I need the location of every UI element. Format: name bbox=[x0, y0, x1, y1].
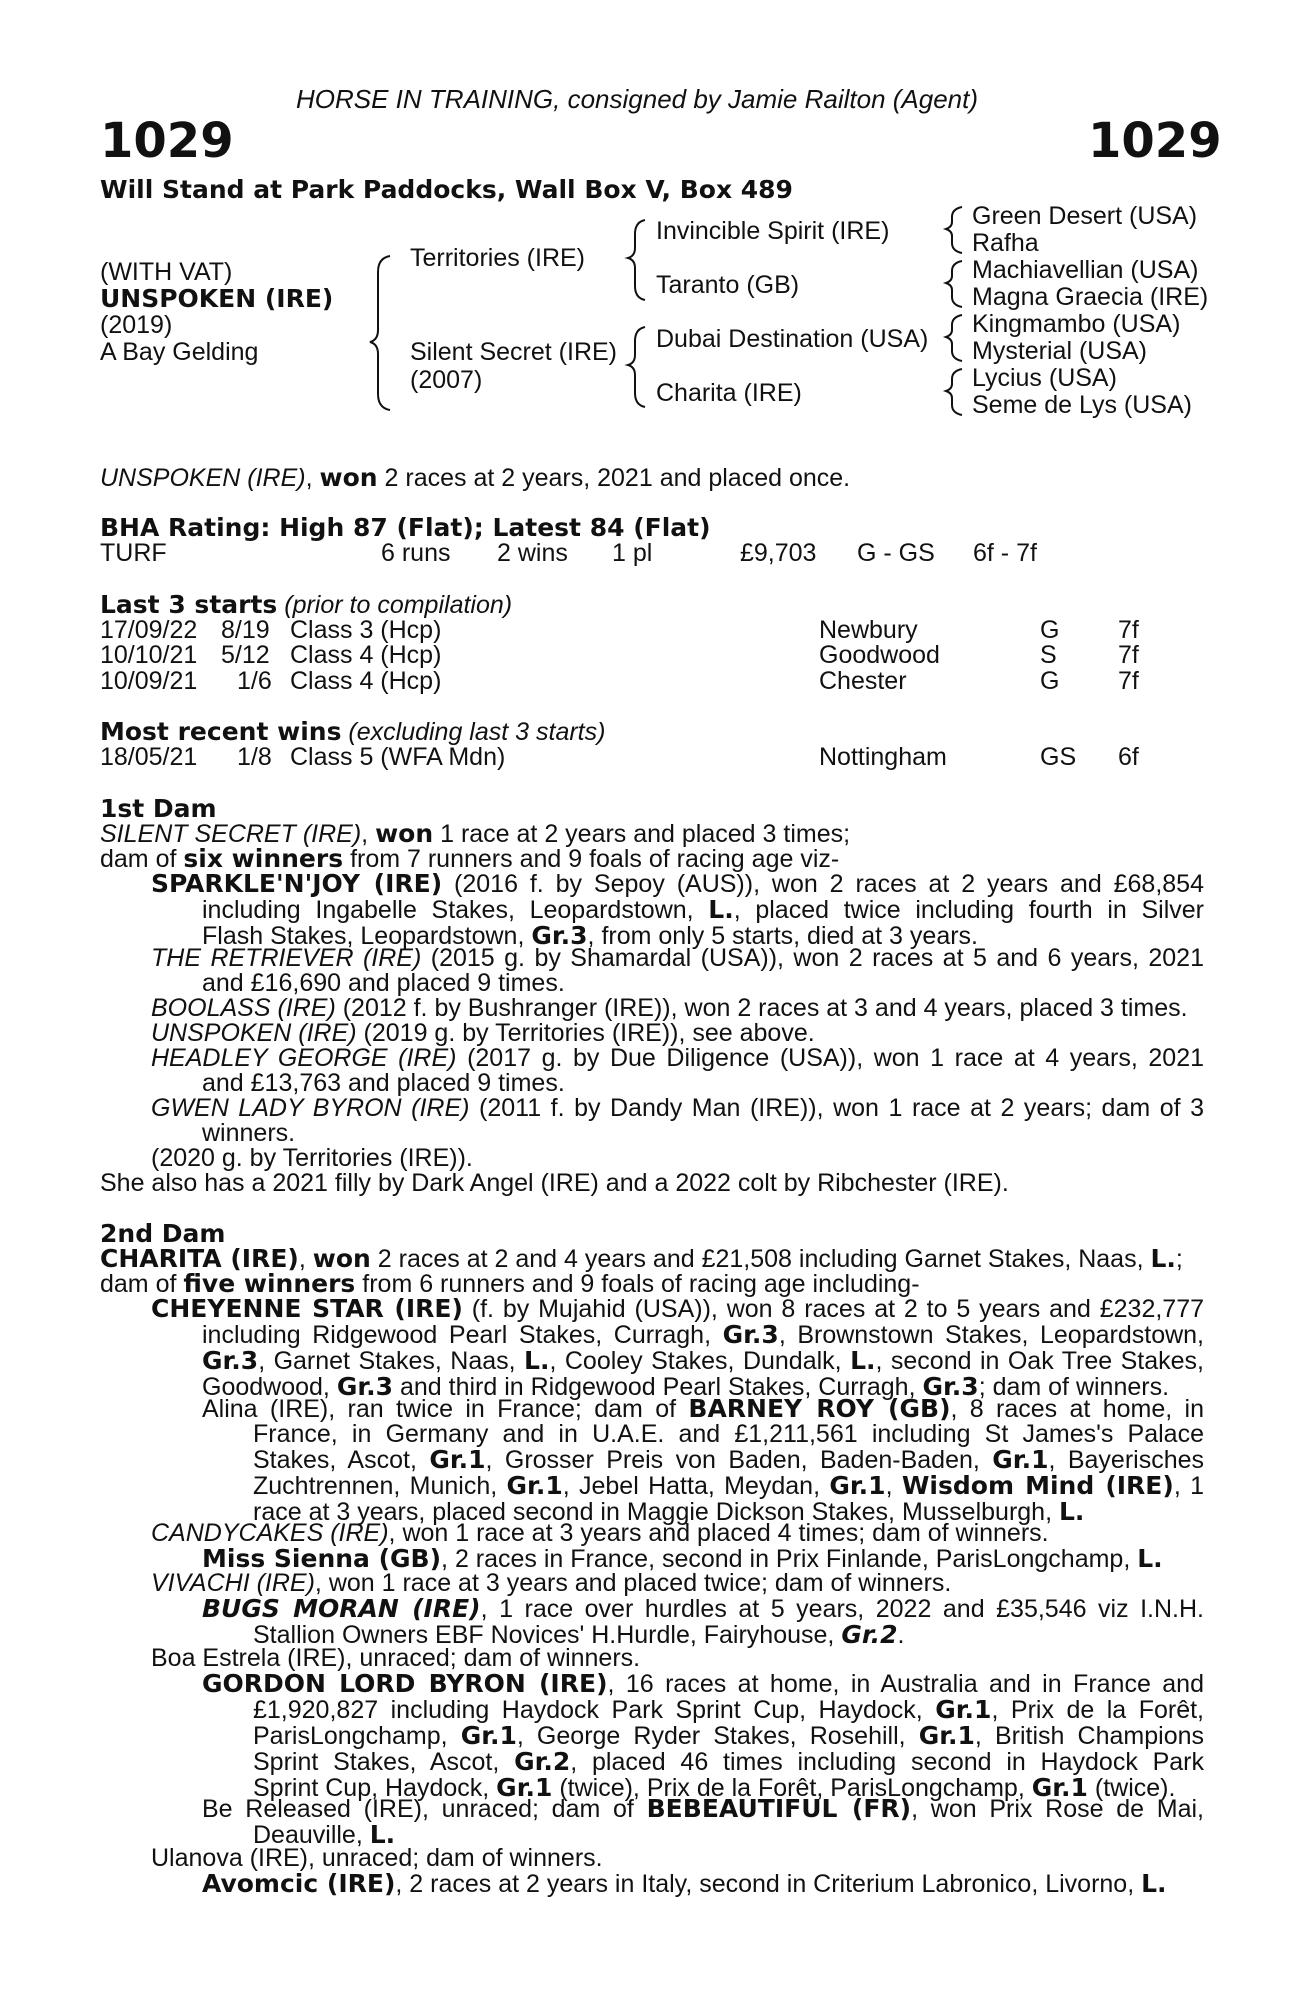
text: winners. bbox=[202, 1119, 296, 1147]
text: , Prix de la Forêt, bbox=[991, 1696, 1204, 1724]
turf-wins: 2 wins bbox=[497, 539, 568, 567]
produce-name: GWEN LADY BYRON (IRE) bbox=[151, 1094, 470, 1122]
text: Alina (IRE), ran twice in France; dam of bbox=[202, 1395, 677, 1423]
text: Deauville, bbox=[253, 1821, 363, 1849]
second-dam-winners: five winners bbox=[183, 1269, 356, 1298]
produce-name: CHEYENNE STAR (IRE) bbox=[151, 1294, 463, 1323]
horse-year: (2019) bbox=[100, 311, 173, 339]
turf-going: G - GS bbox=[857, 539, 935, 567]
second-dam-heading: 2nd Dam bbox=[100, 1219, 226, 1248]
produce-name: CANDYCAKES (IRE) bbox=[151, 1519, 389, 1547]
text: (twice). bbox=[1094, 1774, 1176, 1802]
race-summary: UNSPOKEN (IRE), won 2 races at 2 years, 2021 and placed once. bbox=[100, 463, 851, 492]
pedigree-gen4-8: Seme de Lys (USA) bbox=[972, 391, 1192, 419]
listed-tag: L. bbox=[1150, 1244, 1176, 1273]
text: , Cooley Stakes, Dundalk, bbox=[549, 1347, 842, 1375]
text: (f. by Mujahid (USA)), won 8 races at 2 to 5 years and £232,777 bbox=[471, 1295, 1204, 1323]
produce-unspoken bbox=[151, 1021, 815, 1046]
text: Be Released (IRE), unraced; dam of bbox=[202, 1795, 634, 1823]
produce-sparkle-n-joy bbox=[151, 871, 1204, 949]
text: France, in Germany and in U.A.E. and £1,211,561 including St James's Palace bbox=[253, 1420, 1204, 1448]
start-going: G bbox=[1040, 667, 1060, 695]
listed-tag: L. bbox=[524, 1346, 550, 1375]
text: , won Prix Rose de Mai, bbox=[911, 1795, 1204, 1823]
start-distance: 7f bbox=[1118, 641, 1139, 669]
win-distance: 6f bbox=[1118, 743, 1139, 771]
produce-name: Wisdom Mind (IRE) bbox=[901, 1471, 1174, 1500]
text: , Bayerisches bbox=[1048, 1446, 1205, 1474]
text: (2019 g. by Territories (IRE)), see above. bbox=[363, 1019, 815, 1047]
pedigree-gen4-3: Machiavellian (USA) bbox=[972, 256, 1199, 284]
group-tag: Gr.3 bbox=[722, 1320, 779, 1349]
produce-be-released bbox=[202, 1796, 1204, 1848]
start-course: Chester bbox=[819, 667, 907, 695]
first-dam-name: SILENT SECRET (IRE) bbox=[100, 820, 362, 848]
listed-tag: L. bbox=[708, 895, 734, 924]
second-dam-won: won bbox=[312, 1244, 371, 1273]
text: (2015 g. by Shamardal (USA)), won 2 races at 5 and 6 years, 2021 bbox=[430, 944, 1204, 972]
horse-name: UNSPOKEN (IRE) bbox=[100, 284, 334, 313]
lot-number-left: 1029 bbox=[100, 113, 234, 169]
horse-description: A Bay Gelding bbox=[100, 338, 259, 366]
win-race: Class 5 (WFA Mdn) bbox=[290, 743, 506, 771]
produce-bugs-moran bbox=[202, 1596, 1204, 1648]
text: , 1 race over hurdles at 5 years, 2022 and £35,546 viz I.N.H. bbox=[480, 1595, 1205, 1623]
bha-rating: BHA Rating: High 87 (Flat); Latest 84 (Flat) bbox=[100, 513, 711, 542]
last-starts-heading bbox=[100, 592, 512, 618]
produce-name: GORDON LORD BYRON (IRE) bbox=[202, 1669, 608, 1698]
produce-name: THE RETRIEVER (IRE) bbox=[151, 944, 422, 972]
text: including Ingabelle Stakes, Leopardstown, bbox=[202, 896, 694, 924]
produce-alina bbox=[202, 1396, 1204, 1525]
text: ; dam of winners. bbox=[978, 1373, 1170, 1401]
start-date: 10/09/21 bbox=[100, 667, 198, 695]
second-dam-line-1: CHARITA (IRE), won 2 races at 2 and 4 years and £21,508 including Garnet Stakes, Naas, L.; bbox=[100, 1244, 1183, 1273]
text: , won 1 race at 3 years and placed twice; dam of winners. bbox=[314, 1569, 952, 1597]
group-tag: Gr.3 bbox=[336, 1372, 394, 1401]
group-tag: Gr.2 bbox=[841, 1620, 898, 1649]
group-tag: Gr.3 bbox=[922, 1372, 979, 1401]
produce-the-retriever bbox=[151, 946, 1204, 996]
group-tag: Gr.1 bbox=[935, 1695, 992, 1724]
text: dam of bbox=[100, 845, 177, 873]
pedigree-sire-dam: Taranto (GB) bbox=[656, 271, 800, 299]
pedigree-dam: Silent Secret (IRE) bbox=[410, 338, 618, 366]
text: , 8 races at home, in bbox=[950, 1395, 1204, 1423]
turf-surface: TURF bbox=[100, 539, 167, 567]
text: and £16,690 and placed 9 times. bbox=[202, 969, 565, 997]
win-course: Nottingham bbox=[819, 743, 947, 771]
listed-tag: L. bbox=[369, 1820, 396, 1849]
text: , bbox=[885, 1472, 893, 1500]
recent-wins-note: (excluding last 3 starts) bbox=[348, 718, 606, 746]
lot-number-right: 1029 bbox=[1088, 113, 1222, 169]
text: race at 3 years, placed second in Maggie Dickson Stakes, Musselburgh, bbox=[253, 1498, 1053, 1526]
summary-rest: 2 races at 2 years, 2021 and placed once. bbox=[384, 464, 851, 492]
summary-won: won bbox=[319, 463, 378, 492]
second-dam-name: CHARITA (IRE) bbox=[100, 1244, 299, 1273]
text: , British Champions bbox=[974, 1722, 1205, 1750]
text: dam of bbox=[100, 1270, 177, 1298]
produce-cheyenne-star bbox=[151, 1296, 1204, 1400]
text: and £13,763 and placed 9 times. bbox=[202, 1069, 565, 1097]
listed-tag: L. bbox=[1137, 1544, 1163, 1573]
text: £1,920,827 including Haydock Park Sprint Cup, Haydock, bbox=[253, 1696, 923, 1724]
text: , from only 5 starts, died at 3 years. bbox=[587, 922, 978, 950]
text: , placed 46 times including second in Haydock Park bbox=[570, 1748, 1204, 1776]
catalogue-caption: HORSE IN TRAINING, consigned by Jamie Railton (Agent) bbox=[296, 84, 979, 114]
first-dam-line-1: SILENT SECRET (IRE), won 1 race at 2 years and placed 3 times; bbox=[100, 819, 851, 848]
produce-gordon-lord-byron bbox=[202, 1671, 1204, 1801]
turf-earnings: £9,703 bbox=[740, 539, 817, 567]
stabling-location: Will Stand at Park Paddocks, Wall Box V, Box 489 bbox=[100, 175, 793, 204]
first-dam-won: won bbox=[375, 819, 434, 848]
produce-vivachi bbox=[151, 1571, 951, 1596]
text: , 16 races at home, in Australia and in France and bbox=[607, 1670, 1204, 1698]
text: ; bbox=[1175, 1245, 1183, 1273]
start-distance: 7f bbox=[1118, 616, 1139, 644]
start-distance: 7f bbox=[1118, 667, 1139, 695]
text: , Garnet Stakes, Naas, bbox=[258, 1347, 516, 1375]
produce-name: SPARKLE'N'JOY (IRE) bbox=[151, 869, 443, 898]
first-dam-record: 1 race at 2 years and placed 3 times; bbox=[440, 820, 851, 848]
text: Stakes, Ascot, bbox=[253, 1446, 417, 1474]
group-tag: Gr.1 bbox=[829, 1471, 886, 1500]
pedigree-gen4-7: Lycius (USA) bbox=[972, 364, 1117, 392]
listed-tag: L. bbox=[850, 1346, 876, 1375]
text: 2 races at 2 and 4 years and £21,508 including Garnet Stakes, Naas, bbox=[377, 1245, 1144, 1273]
produce-name: UNSPOKEN (IRE) bbox=[151, 1019, 357, 1047]
text: , 2 races at 2 years in Italy, second in Criterium Labronico, Livorno, bbox=[395, 1870, 1135, 1898]
summary-horse-name: UNSPOKEN (IRE) bbox=[100, 464, 306, 492]
start-race: Class 3 (Hcp) bbox=[290, 616, 442, 644]
start-course: Goodwood bbox=[819, 641, 940, 669]
text: from 7 runners and 9 foals of racing age viz- bbox=[350, 845, 840, 873]
last-starts-title: Last 3 starts bbox=[100, 590, 278, 619]
group-tag: Gr.1 bbox=[918, 1721, 975, 1750]
produce-candycakes bbox=[151, 1521, 1049, 1546]
produce-name: BUGS MORAN (IRE) bbox=[202, 1594, 481, 1623]
produce-name: VIVACHI (IRE) bbox=[151, 1569, 315, 1597]
pedigree-dam-dam: Charita (IRE) bbox=[656, 379, 802, 407]
win-position: 1/8 bbox=[237, 743, 272, 771]
produce-name: BOOLASS (IRE) bbox=[151, 994, 336, 1022]
text: , 1 bbox=[1173, 1472, 1205, 1500]
produce-avomcic bbox=[202, 1871, 1167, 1897]
pedigree-gen4-6: Mysterial (USA) bbox=[972, 337, 1148, 365]
produce-name: BEBEAUTIFUL (FR) bbox=[646, 1794, 912, 1823]
recent-wins-heading bbox=[100, 719, 605, 745]
text: , placed twice including fourth in Silver bbox=[733, 896, 1204, 924]
group-tag: Gr.1 bbox=[429, 1445, 486, 1474]
produce-gwen-lady-byron bbox=[151, 1096, 1204, 1146]
text: , Brownstown Stakes, Leopardstown, bbox=[778, 1321, 1205, 1349]
text: (2012 f. by Bushranger (IRE)), won 2 races at 3 and 4 years, placed 3 times. bbox=[342, 994, 1188, 1022]
group-tag: Gr.3 bbox=[531, 921, 588, 950]
group-tag: Gr.3 bbox=[202, 1346, 259, 1375]
produce-headley-george bbox=[151, 1046, 1204, 1096]
text: , won 1 race at 3 years and placed 4 times; dam of winners. bbox=[388, 1519, 1049, 1547]
produce-ulanova: Ulanova (IRE), unraced; dam of winners. bbox=[151, 1844, 603, 1872]
text: from 6 runners and 9 foals of racing age including- bbox=[362, 1270, 920, 1298]
last-starts-note: (prior to compilation) bbox=[284, 591, 513, 619]
turf-distance: 6f - 7f bbox=[973, 539, 1037, 567]
produce-name: HEADLEY GEORGE (IRE) bbox=[151, 1044, 457, 1072]
start-position: 1/6 bbox=[237, 667, 272, 695]
text: , Jebel Hatta, Meydan, bbox=[562, 1472, 821, 1500]
start-date: 10/10/21 bbox=[100, 641, 198, 669]
produce-name: BARNEY ROY (GB) bbox=[688, 1394, 951, 1423]
text: Zuchtrennen, Munich, bbox=[253, 1472, 498, 1500]
start-position: 5/12 bbox=[221, 641, 270, 669]
produce-boolass bbox=[151, 996, 1188, 1021]
start-race: Class 4 (Hcp) bbox=[290, 667, 442, 695]
group-tag: Gr.1 bbox=[496, 1773, 553, 1802]
text: , second in Oak Tree Stakes, bbox=[875, 1347, 1204, 1375]
text: . bbox=[897, 1621, 905, 1649]
group-tag: Gr.1 bbox=[1031, 1773, 1088, 1802]
pedigree-dam-sire: Dubai Destination (USA) bbox=[656, 325, 929, 353]
text: , George Ryder Stakes, Rosehill, bbox=[516, 1722, 906, 1750]
first-dam-heading: 1st Dam bbox=[100, 794, 217, 823]
produce-2020-gelding: (2020 g. by Territories (IRE)). bbox=[151, 1144, 473, 1172]
win-going: GS bbox=[1040, 743, 1077, 771]
produce-name: Avomcic (IRE) bbox=[202, 1869, 396, 1898]
first-dam-other-produce: She also has a 2021 filly by Dark Angel (IRE) and a 2022 colt by Ribchester (IRE). bbox=[100, 1169, 1009, 1197]
pedigree-gen4-2: Rafha bbox=[972, 229, 1039, 257]
group-tag: Gr.2 bbox=[514, 1747, 571, 1776]
text: Sprint Cup, Haydock, bbox=[253, 1774, 490, 1802]
text: Goodwood, bbox=[202, 1373, 330, 1401]
group-tag: Gr.1 bbox=[992, 1445, 1049, 1474]
text: , 2 races in France, second in Prix Finlande, ParisLongchamp, bbox=[441, 1545, 1131, 1573]
listed-tag: L. bbox=[1141, 1869, 1167, 1898]
produce-name: Miss Sienna (GB) bbox=[202, 1544, 442, 1573]
text: (2011 f. by Dandy Man (IRE)), won 1 race at 2 years; dam of 3 bbox=[479, 1094, 1205, 1122]
group-tag: Gr.1 bbox=[460, 1721, 517, 1750]
start-going: G bbox=[1040, 616, 1060, 644]
start-course: Newbury bbox=[819, 616, 918, 644]
start-race: Class 4 (Hcp) bbox=[290, 641, 442, 669]
start-going: S bbox=[1040, 641, 1057, 669]
recent-wins-title: Most recent wins bbox=[100, 717, 342, 746]
turf-placed: 1 pl bbox=[612, 539, 653, 567]
text: (2017 g. by Due Diligence (USA)), won 1 race at 4 years, 2021 bbox=[467, 1044, 1204, 1072]
pedigree-sire: Territories (IRE) bbox=[410, 244, 586, 272]
text: (twice), Prix de la Forêt, ParisLongchamp, bbox=[559, 1774, 1025, 1802]
text: (2016 f. by Sepoy (AUS)), won 2 races at 2 years and £68,854 bbox=[454, 870, 1204, 898]
pedigree-gen4-1: Green Desert (USA) bbox=[972, 202, 1198, 230]
text: Stallion Owners EBF Novices' H.Hurdle, Fairyhouse, bbox=[253, 1621, 835, 1649]
listed-tag: L. bbox=[1058, 1497, 1085, 1526]
pedigree-sire-sire: Invincible Spirit (IRE) bbox=[656, 217, 890, 245]
produce-boa-estrela: Boa Estrela (IRE), unraced; dam of winners. bbox=[151, 1644, 641, 1672]
win-date: 18/05/21 bbox=[100, 743, 198, 771]
text: ParisLongchamp, bbox=[253, 1722, 448, 1750]
pedigree-gen4-5: Kingmambo (USA) bbox=[972, 310, 1181, 338]
text: and third in Ridgewood Pearl Stakes, Curragh, bbox=[399, 1373, 916, 1401]
text: Sprint Stakes, Ascot, bbox=[253, 1748, 500, 1776]
vat-status: (WITH VAT) bbox=[100, 258, 233, 286]
first-dam-winners: six winners bbox=[183, 844, 344, 873]
start-date: 17/09/22 bbox=[100, 616, 198, 644]
text: , Grosser Preis von Baden, Baden-Baden, bbox=[485, 1446, 980, 1474]
text: including Ridgewood Pearl Stakes, Curragh, bbox=[202, 1321, 712, 1349]
pedigree-dam-year: (2007) bbox=[410, 366, 483, 394]
text: Flash Stakes, Leopardstown, bbox=[202, 922, 525, 950]
pedigree-gen4-4: Magna Graecia (IRE) bbox=[972, 283, 1209, 311]
turf-runs: 6 runs bbox=[381, 539, 451, 567]
start-position: 8/19 bbox=[221, 616, 270, 644]
group-tag: Gr.1 bbox=[506, 1471, 563, 1500]
